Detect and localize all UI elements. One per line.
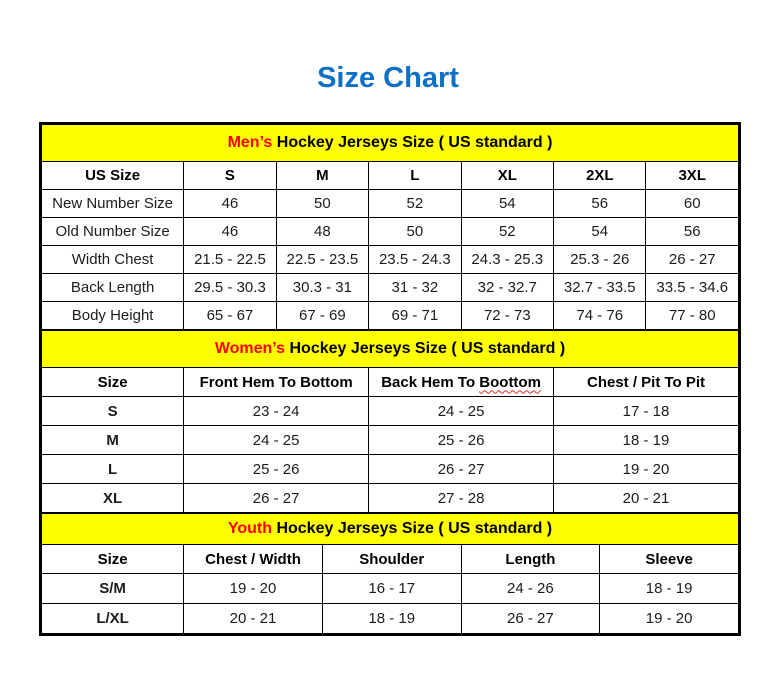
womens-row-xl	[42, 484, 739, 513]
youth-row-lxl	[42, 604, 739, 634]
size-cell: 32.7 - 33.5	[554, 274, 646, 302]
womens-col-header: Chest / Pit To Pit	[554, 368, 739, 397]
size-cell: 21.5 - 22.5	[184, 246, 276, 274]
size-cell: 26 - 27	[646, 246, 739, 274]
size-cell: 19 - 20	[554, 455, 739, 484]
mens-title-highlight: Men’s	[227, 134, 273, 151]
size-cell: 74 - 76	[554, 302, 646, 330]
youth-title-highlight: Youth	[227, 520, 272, 537]
size-cell: 27 - 28	[369, 484, 554, 513]
size-cell: 24 - 25	[184, 426, 369, 455]
youth-col-header: Chest / Width	[184, 545, 323, 574]
size-cell: 23 - 24	[184, 397, 369, 426]
mens-col-header: L	[369, 162, 461, 190]
womens-col-header-back-hem	[369, 368, 554, 397]
size-cell: 65 - 67	[184, 302, 276, 330]
row-label: Width Chest	[42, 246, 184, 274]
youth-size-table	[41, 513, 739, 634]
size-cell: 33.5 - 34.6	[646, 274, 739, 302]
youth-table-title	[42, 514, 739, 545]
womens-row-l	[42, 455, 739, 484]
mens-row-old-number	[42, 218, 739, 246]
row-label: S/M	[42, 574, 184, 604]
size-cell: 26 - 27	[369, 455, 554, 484]
row-label: Back Length	[42, 274, 184, 302]
womens-size-table	[41, 330, 739, 513]
mens-row-width-chest	[42, 246, 739, 274]
size-cell: 56	[646, 218, 739, 246]
size-cell: 16 - 17	[322, 574, 461, 604]
size-cell: 24.3 - 25.3	[461, 246, 553, 274]
mens-col-header: S	[184, 162, 276, 190]
womens-title-highlight: Women’s	[214, 340, 286, 357]
size-cell: 48	[276, 218, 368, 246]
size-cell: 24 - 26	[461, 574, 600, 604]
youth-col-header: Shoulder	[322, 545, 461, 574]
size-cell: 29.5 - 30.3	[184, 274, 276, 302]
row-label: S	[42, 397, 184, 426]
page-title: Size Chart	[317, 62, 459, 94]
row-label: M	[42, 426, 184, 455]
mens-row-body-height	[42, 302, 739, 330]
size-cell: 72 - 73	[461, 302, 553, 330]
womens-table-title-row	[42, 331, 739, 368]
womens-row-m	[42, 426, 739, 455]
mens-col-header: US Size	[42, 162, 184, 190]
row-label: L	[42, 455, 184, 484]
womens-title-rest: Hockey Jerseys Size ( US standard )	[285, 340, 566, 357]
mens-row-back-length	[42, 274, 739, 302]
size-cell: 30.3 - 31	[276, 274, 368, 302]
youth-col-header: Size	[42, 545, 184, 574]
size-cell: 69 - 71	[369, 302, 461, 330]
back-hem-misspelled-word: Boottom	[479, 373, 541, 391]
mens-title-rest: Hockey Jerseys Size ( US standard )	[272, 134, 553, 151]
size-cell: 54	[461, 190, 553, 218]
mens-col-header: 2XL	[554, 162, 646, 190]
size-cell: 54	[554, 218, 646, 246]
mens-table-title	[42, 125, 739, 162]
size-cell: 46	[184, 218, 276, 246]
size-cell: 50	[369, 218, 461, 246]
row-label: Old Number Size	[42, 218, 184, 246]
size-cell: 26 - 27	[461, 604, 600, 634]
mens-size-table	[41, 124, 739, 330]
size-cell: 60	[646, 190, 739, 218]
size-cell: 25 - 26	[184, 455, 369, 484]
size-cell: 20 - 21	[554, 484, 739, 513]
size-cell: 18 - 19	[600, 574, 739, 604]
youth-title-rest: Hockey Jerseys Size ( US standard )	[272, 520, 553, 537]
mens-row-new-number	[42, 190, 739, 218]
youth-col-header: Sleeve	[600, 545, 739, 574]
youth-row-sm	[42, 574, 739, 604]
size-cell: 52	[369, 190, 461, 218]
size-cell: 18 - 19	[554, 426, 739, 455]
row-label: New Number Size	[42, 190, 184, 218]
row-label: L/XL	[42, 604, 184, 634]
mens-header-row	[42, 162, 739, 190]
size-cell: 26 - 27	[184, 484, 369, 513]
mens-table-title-row	[42, 125, 739, 162]
size-cell: 31 - 32	[369, 274, 461, 302]
size-cell: 19 - 20	[600, 604, 739, 634]
size-cell: 20 - 21	[184, 604, 323, 634]
size-cell: 67 - 69	[276, 302, 368, 330]
size-cell: 46	[184, 190, 276, 218]
size-cell: 25.3 - 26	[554, 246, 646, 274]
womens-col-header: Front Hem To Bottom	[184, 368, 369, 397]
womens-table-title	[42, 331, 739, 368]
size-cell: 32 - 32.7	[461, 274, 553, 302]
mens-col-header: M	[276, 162, 368, 190]
size-cell: 50	[276, 190, 368, 218]
size-cell: 56	[554, 190, 646, 218]
youth-table-title-row	[42, 514, 739, 545]
youth-header-row	[42, 545, 739, 574]
size-cell: 23.5 - 24.3	[369, 246, 461, 274]
size-cell: 22.5 - 23.5	[276, 246, 368, 274]
youth-col-header: Length	[461, 545, 600, 574]
mens-col-header: 3XL	[646, 162, 739, 190]
size-cell: 24 - 25	[369, 397, 554, 426]
row-label: Body Height	[42, 302, 184, 330]
mens-col-header: XL	[461, 162, 553, 190]
size-cell: 19 - 20	[184, 574, 323, 604]
womens-header-row	[42, 368, 739, 397]
size-cell: 17 - 18	[554, 397, 739, 426]
size-cell: 77 - 80	[646, 302, 739, 330]
size-cell: 18 - 19	[322, 604, 461, 634]
row-label: XL	[42, 484, 184, 513]
womens-row-s	[42, 397, 739, 426]
size-chart-tables	[39, 122, 741, 636]
size-cell: 25 - 26	[369, 426, 554, 455]
size-cell: 52	[461, 218, 553, 246]
back-hem-prefix: Back Hem To	[381, 373, 476, 391]
womens-col-header: Size	[42, 368, 184, 397]
